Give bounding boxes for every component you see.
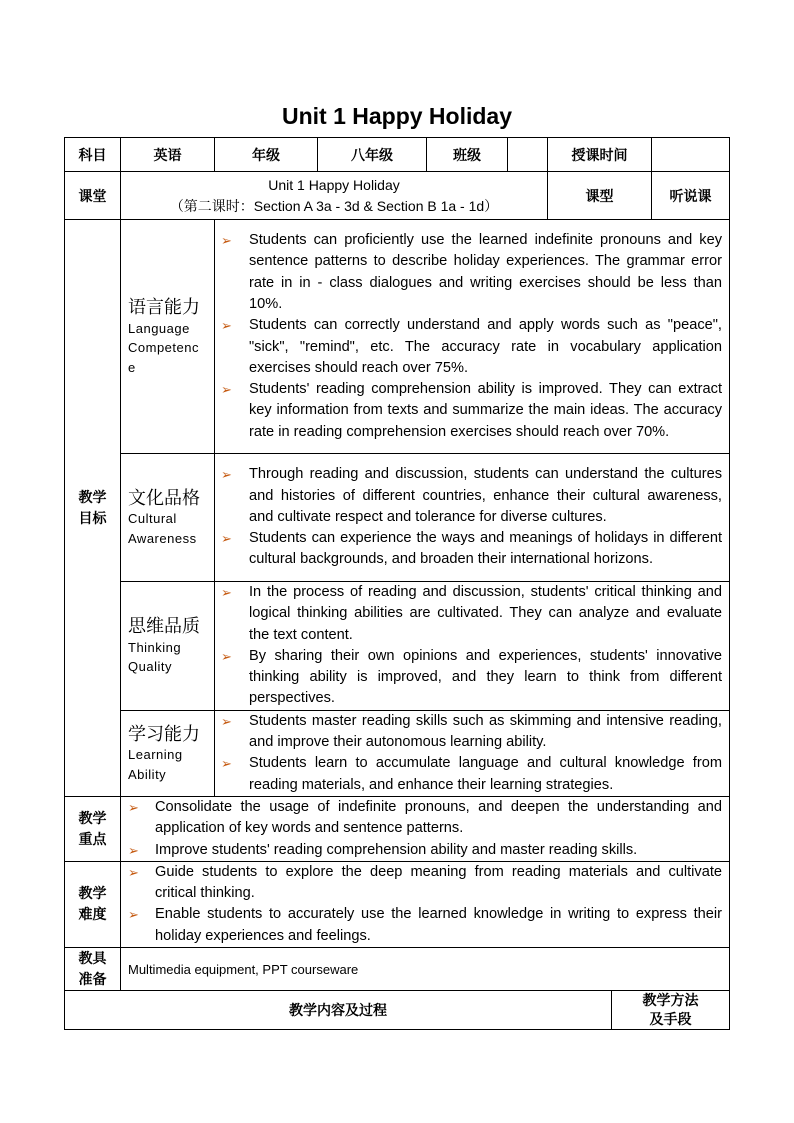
key-points-row bbox=[65, 796, 730, 861]
objective-points bbox=[215, 710, 730, 796]
category-zh: 思维品质 bbox=[128, 616, 200, 637]
subject-value: 英语 bbox=[121, 138, 215, 172]
grade-label: 年级 bbox=[215, 138, 318, 172]
list-item: ➢ Consolidate the usage of indefinite pronouns, and deepen the understanding and application of key words and sentence patterns. bbox=[128, 798, 722, 837]
list-item: ➢ Students can experience the ways and meanings of holidays in different cultural backgrounds, and broaden their international horizons. bbox=[221, 530, 722, 568]
objective-category: 学习能力 Learning Ability bbox=[121, 710, 215, 796]
arrow-bullet-icon: ➢ bbox=[221, 382, 232, 398]
subject-label: 科目 bbox=[65, 138, 121, 172]
objective-points bbox=[215, 220, 730, 454]
preparation-content bbox=[121, 948, 730, 991]
arrow-bullet-icon: ➢ bbox=[128, 842, 139, 858]
objective-category: 语言能力 Language Competenc e bbox=[121, 220, 215, 454]
preparation-label: 教具 准备 bbox=[65, 948, 121, 991]
list-item: ➢ Improve students' reading comprehension ability and master reading skills. bbox=[121, 840, 722, 861]
category-zh: 学习能力 bbox=[128, 723, 200, 744]
process-header-row bbox=[65, 991, 730, 1030]
arrow-bullet-icon: ➢ bbox=[221, 233, 232, 249]
arrow-bullet-icon: ➢ bbox=[221, 648, 232, 664]
arrow-bullet-icon: ➢ bbox=[128, 907, 139, 923]
lesson-title-cell bbox=[121, 172, 548, 220]
preparation-value: Multimedia equipment, PPT courseware bbox=[128, 961, 359, 977]
list-item: ➢ Students learn to accumulate language and cultural knowledge from reading materials, and enhance their learning strategies. bbox=[221, 755, 722, 793]
list-item: ➢ In the process of reading and discussion, students' critical thinking and logical thinking abilities are cultivated. They can analyze and evaluate the text content. bbox=[221, 584, 722, 643]
list-item: ➢ Students master reading skills such as skimming and intensive reading, and improve their autonomous learning ability. bbox=[221, 712, 722, 751]
difficulties-content bbox=[121, 861, 730, 947]
list-item: ➢ Students' reading comprehension ability is improved. They can extract key information from texts and summarize the main ideas. The accuracy rate in reading comprehension exercises should reach over 70%. bbox=[221, 381, 722, 440]
list-item: ➢ Students can correctly understand and apply words such as "peace", "sick", "remind", etc. The accuracy rate in vocabulary application exercises should reach over 75%. bbox=[221, 317, 722, 376]
arrow-bullet-icon: ➢ bbox=[221, 318, 232, 334]
class-value bbox=[508, 138, 548, 172]
list-item: ➢ Through reading and discussion, students can understand the cultures and histories of different countries, enhance their cultural awareness, and cultivate respect and tolerance for diverse cultures. bbox=[221, 466, 722, 525]
category-zh: 语言能力 bbox=[128, 297, 200, 317]
lesson-type-value: 听说课 bbox=[652, 172, 730, 220]
key-points-content bbox=[121, 796, 730, 861]
objective-points bbox=[215, 582, 730, 711]
objective-row bbox=[65, 454, 730, 582]
document-title: Unit 1 Happy Holiday bbox=[281, 103, 513, 129]
arrow-bullet-icon: ➢ bbox=[221, 756, 232, 772]
time-label: 授课时间 bbox=[548, 138, 652, 172]
list-item: ➢ Enable students to accurately use the learned knowledge in writing to express their holiday experiences and feelings. bbox=[128, 906, 722, 944]
objective-row bbox=[65, 220, 730, 454]
header-row bbox=[65, 138, 730, 172]
arrow-bullet-icon: ➢ bbox=[221, 713, 232, 729]
objectives-label: 教学 目标 bbox=[65, 220, 121, 797]
list-item: ➢ Students can proficiently use the learned indefinite pronouns and key sentence patterns to describe holiday experiences. The grammar error rate in in - class dialogues and writing exercises should be less than 10%. bbox=[221, 232, 722, 312]
process-label: 教学内容及过程 bbox=[65, 991, 612, 1030]
arrow-bullet-icon: ➢ bbox=[221, 531, 232, 547]
lesson-label: 课堂 bbox=[65, 172, 121, 220]
grade-value: 八年级 bbox=[318, 138, 427, 172]
lesson-row bbox=[65, 172, 730, 220]
class-label: 班级 bbox=[427, 138, 508, 172]
list-item: ➢ By sharing their own opinions and experiences, students' innovative thinking ability is improved, and they learn to think from different perspectives. bbox=[221, 647, 722, 707]
difficulties-row bbox=[65, 861, 730, 947]
objective-points bbox=[215, 454, 730, 582]
method-label: 教学方法 及手段 bbox=[612, 991, 730, 1030]
arrow-bullet-icon: ➢ bbox=[128, 799, 139, 815]
lesson-plan-table bbox=[64, 137, 730, 1030]
arrow-bullet-icon: ➢ bbox=[221, 585, 232, 600]
lesson-title: Unit 1 Happy Holiday bbox=[268, 176, 400, 193]
objective-row bbox=[65, 582, 730, 711]
time-value bbox=[652, 138, 730, 172]
list-item: ➢ Guide students to explore the deep meaning from reading materials and cultivate critical thinking. bbox=[128, 863, 722, 902]
category-zh: 文化品格 bbox=[128, 487, 200, 508]
objective-category: 文化品格 Cultural Awareness bbox=[121, 454, 215, 582]
preparation-row bbox=[65, 948, 730, 991]
arrow-bullet-icon: ➢ bbox=[128, 864, 139, 880]
objective-category: 思维品质 Thinking Quality bbox=[121, 582, 215, 711]
arrow-bullet-icon: ➢ bbox=[221, 467, 232, 483]
lesson-type-label: 课型 bbox=[548, 172, 652, 220]
key-points-label: 教学 重点 bbox=[65, 796, 121, 861]
lesson-subtitle: （第二课时：Section A 3a - 3d & Section B 1a - 1d） bbox=[169, 197, 499, 214]
objective-row bbox=[65, 710, 730, 796]
difficulties-label: 教学 难度 bbox=[65, 861, 121, 947]
